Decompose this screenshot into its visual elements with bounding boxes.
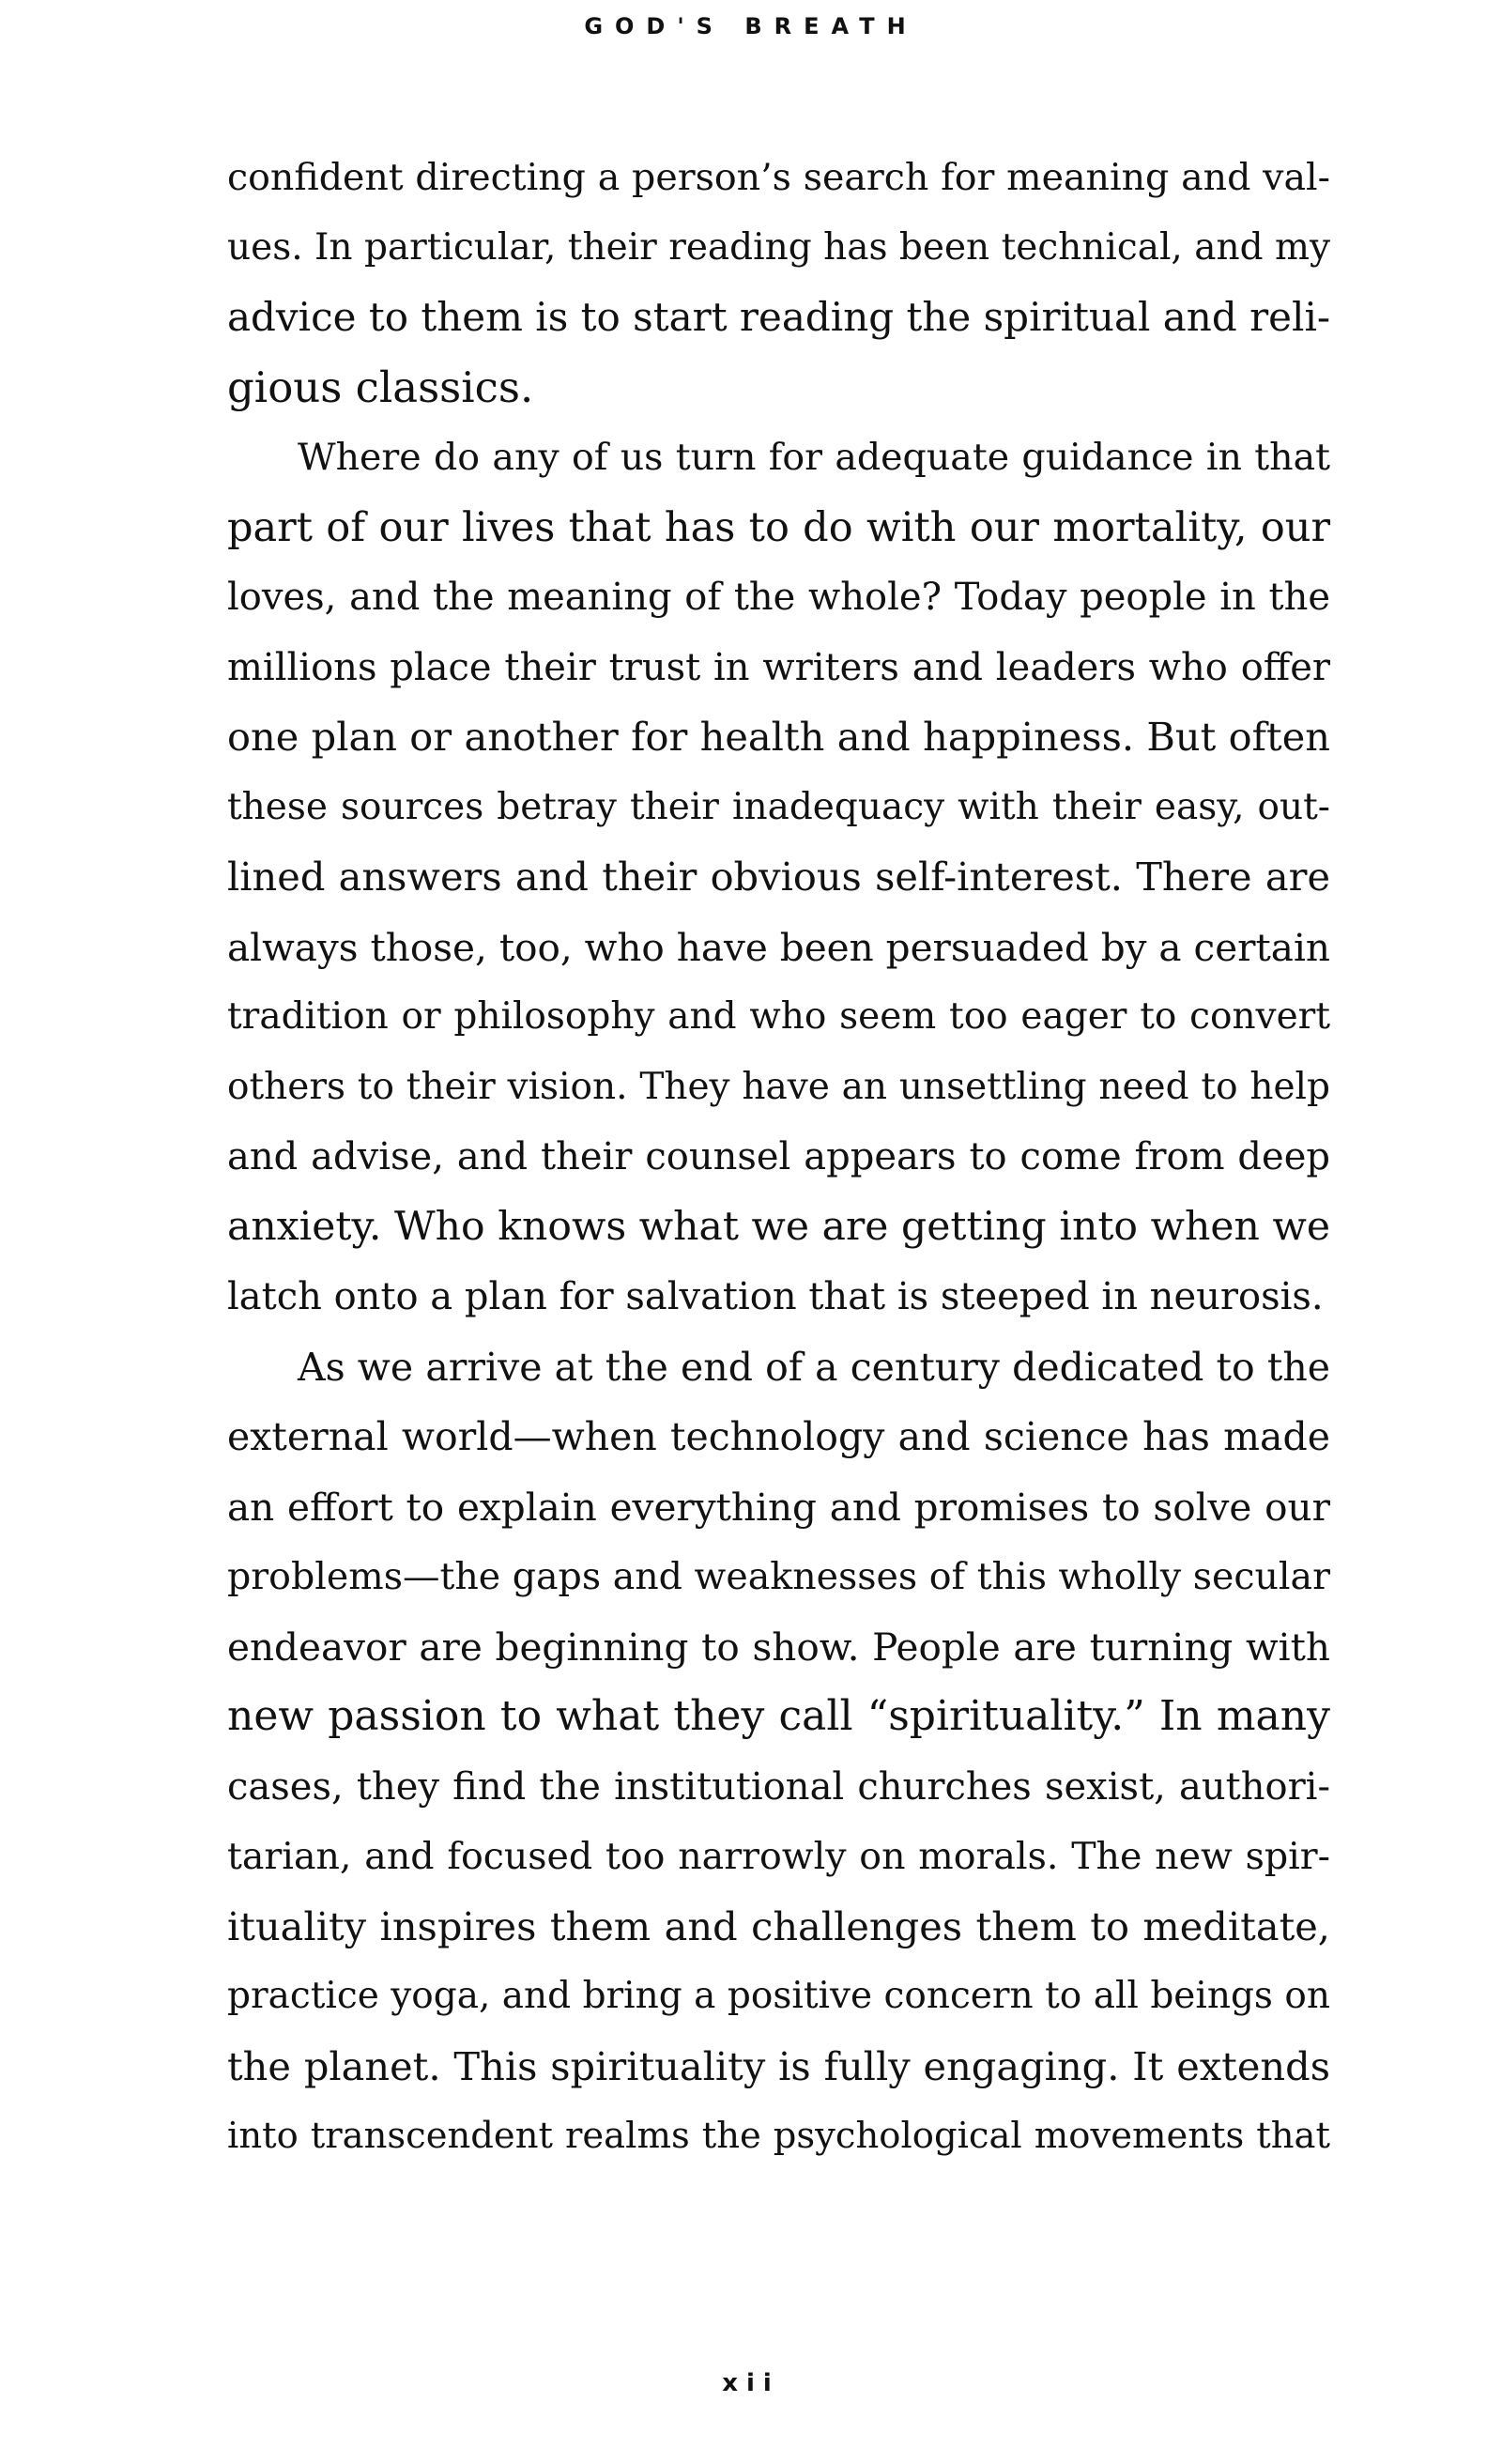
text-line: advice to them is to start reading the spiritual and reli- — [227, 294, 1331, 340]
text-line: new passion to what they call “spirituality.” In many — [227, 1692, 1330, 1740]
text-line: an effort to explain everything and promises to solve our — [227, 1484, 1330, 1530]
text-line: tradition or philosophy and who seem too eager to convert — [227, 995, 1330, 1038]
text-line: practice yoga, and bring a positive concern to all beings on — [227, 1975, 1330, 2017]
body-text — [227, 143, 1330, 2172]
text-line: lined answers and their obvious self-interest. There are — [227, 854, 1330, 900]
text-line: others to their vision. They have an unsettling need to help — [227, 1065, 1330, 1108]
text-line: ituality inspires them and challenges them to meditate, — [227, 1902, 1330, 1949]
page-number: xii — [722, 2369, 780, 2397]
text-line: and advise, and their counsel appears to come from deep — [227, 1135, 1330, 1178]
text-line: the planet. This spirituality is fully engaging. It extends — [227, 2042, 1330, 2089]
running-head: GOD'S BREATH — [584, 13, 918, 39]
text-line: millions place their trust in writers and leaders who offer — [227, 645, 1330, 689]
text-line: one plan or another for health and happiness. But often — [227, 714, 1330, 760]
text-line: As we arrive at the end of a century dedicated to the — [298, 1344, 1330, 1390]
text-line: gious classics. — [227, 362, 534, 412]
text-line: these sources betray their inadequacy with their easy, out- — [227, 785, 1330, 828]
text-line: external world—when technology and science has made — [227, 1414, 1330, 1459]
text-line: loves, and the meaning of the whole? Today people in the — [227, 576, 1330, 619]
text-line: anxiety. Who knows what we are getting into when we — [227, 1203, 1330, 1250]
text-line: problems—the gaps and weaknesses of this wholly secular — [227, 1555, 1330, 1598]
text-line: into transcendent realms the psychological movements that — [227, 2115, 1330, 2157]
text-line: cases, they find the institutional churches sexist, authori- — [227, 1764, 1330, 1809]
text-line: part of our lives that has to do with our mortality, our — [227, 503, 1330, 551]
text-line: endeavor are beginning to show. People are turning with — [227, 1624, 1330, 1670]
text-line: latch onto a plan for salvation that is steeped in neurosis. — [227, 1275, 1324, 1318]
text-line: always those, too, who have been persuaded by a certain — [227, 924, 1330, 970]
text-line: tarian, and focused too narrowly on morals. The new spir- — [227, 1835, 1330, 1878]
text-line: confident directing a person’s search for meaning and val- — [227, 156, 1330, 199]
text-line: Where do any of us turn for adequate guidance in that — [298, 436, 1330, 479]
text-line: ues. In particular, their reading has been technical, and my — [227, 225, 1330, 269]
